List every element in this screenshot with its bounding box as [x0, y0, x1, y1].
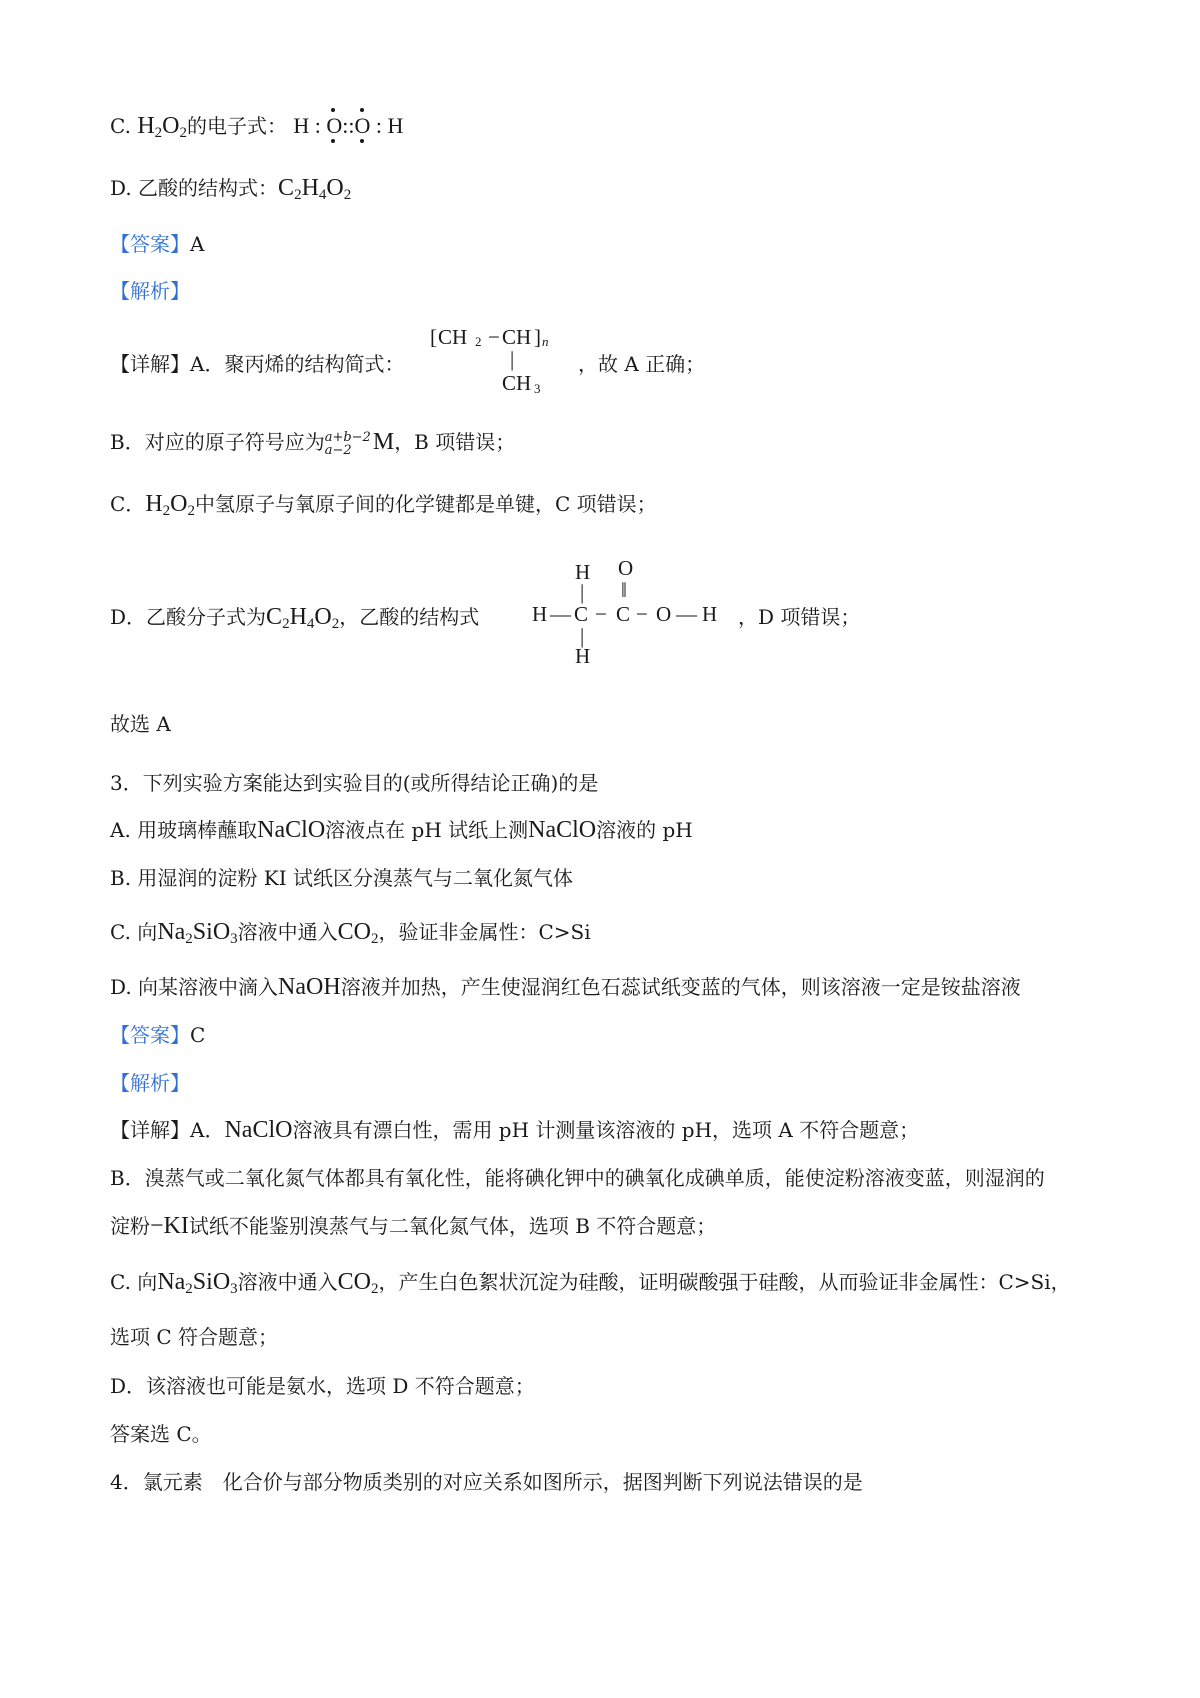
detail-2-c-line2: 选项 C 符合题意；	[110, 1325, 279, 1349]
q3-option-d: D. 向某溶液中滴入NaOH溶液并加热，产生使湿润红色石蕊试纸变蓝的气体，则该溶液一定是铵盐溶液	[110, 974, 1021, 1000]
q3-option-c: C. 向$Na_2SiO_3$溶液中通入$CO_2$，验证非金属性：C>Si	[110, 919, 591, 947]
formula-h2o2: $H_2O_2$	[137, 113, 187, 141]
option-d-acetic: D. 乙酸的结构式：$C_2H_4O_2$	[110, 175, 352, 203]
detail-2-a: 【详解】A．NaClO溶液具有漂白性，需用 pH 计测量该溶液的 pH，选项 A 不符合题意；	[110, 1117, 920, 1143]
option-c-h2o2: C. $H_2O_2$的电子式： H : O ::O : H	[110, 112, 403, 140]
question-4-stem: 4．氯元素 化合价与部分物质类别的对应关系如图所示，据图判断下列说法错误的是	[110, 1470, 863, 1494]
answer-2: 【答案】C	[110, 1023, 206, 1047]
detail-1-b: B．对应的原子符号应为a+b−2 a−2 M，B 项错误；	[110, 429, 516, 458]
analysis-label-2: 【解析】	[110, 1071, 190, 1095]
detail-1-d: D．乙酸分子式为$C_2H_4O_2$，乙酸的结构式	[110, 604, 480, 632]
detail-2-b-line1: B．溴蒸气或二氧化氮气体都具有氧化性，能将碘化钾中的碘氧化成碘单质，能使淀粉溶液变蓝，则湿润的	[110, 1166, 1045, 1190]
detail-1-a: 【详解】A．聚丙烯的结构简式：	[110, 352, 405, 376]
q3-option-b: B. 用湿润的淀粉 KI 试纸区分溴蒸气与二氧化氮气体	[110, 866, 573, 890]
detail-1-c: C．$H_2O_2$中氢原子与氧原子间的化学键都是单键，C 项错误；	[110, 491, 657, 519]
isotope-notation: a+b−2 a−2	[324, 429, 371, 458]
detail-2-c-line1: C. 向$Na_2SiO_3$溶液中通入$CO_2$，产生白色絮状沉淀为硅酸，证明碳酸强于硅酸，从而验证非金属性：C>Si，	[110, 1269, 1071, 1297]
detail-2-d: D．该溶液也可能是氨水，选项 D 不符合题意；	[110, 1374, 535, 1398]
acetic-acid-structure: H O | ‖ H — C − C − O — H | H	[532, 556, 718, 668]
conclusion-2: 答案选 C。	[110, 1422, 212, 1446]
polypropylene-structure: [ CH 2 − CH ] n | CH 3	[430, 325, 549, 396]
analysis-label-1: 【解析】	[110, 279, 190, 303]
answer-label: 【答案】	[110, 232, 190, 256]
electron-formula: H : O ::O : H	[293, 112, 403, 140]
answer-value: A	[190, 232, 205, 256]
q3-option-a: A. 用玻璃棒蘸取NaClO溶液点在 pH 试纸上测NaClO溶液的 pH	[110, 817, 693, 843]
answer-1	[110, 230, 204, 258]
detail-2-b-line2: 淀粉−KI试纸不能鉴别溴蒸气与二氧化氮气体，选项 B 不符合题意；	[110, 1213, 717, 1239]
question-3-stem: 3．下列实验方案能达到实验目的(或所得结论正确)的是	[110, 771, 599, 795]
conclusion-1: 故选 A	[110, 712, 171, 736]
formula-c2h4o2: $C_2H_4O_2$	[278, 175, 352, 203]
